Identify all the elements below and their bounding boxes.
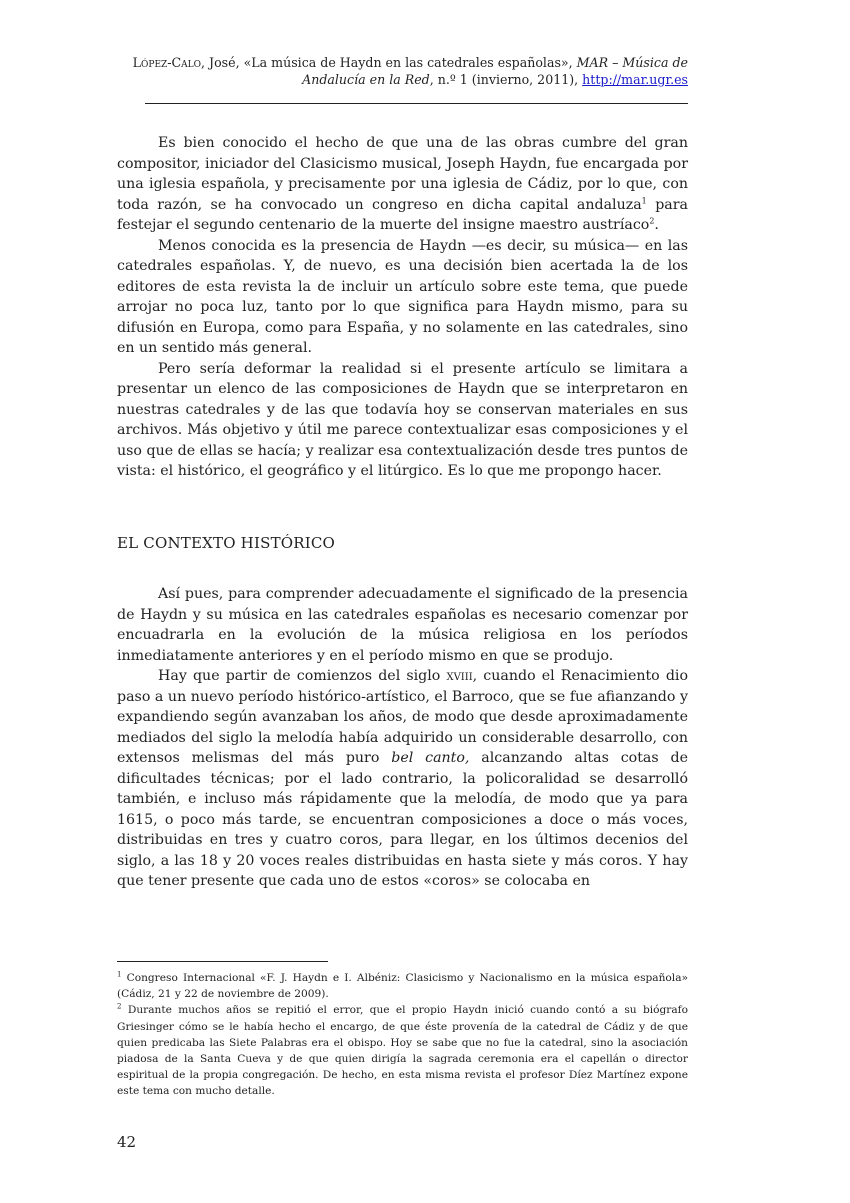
footnote-number: 1 (117, 970, 122, 979)
footnote-number: 2 (117, 1002, 122, 1011)
footnote-text: Congreso Internacional «F. J. Haydn e I. Albéniz: Clasicismo y Nacionalismo en la música española» (Cádiz, 21 y 22 de noviembre de 2009). (117, 972, 688, 1001)
historical-context-section (117, 584, 688, 892)
paragraph-text: , cuando el Renacimiento dio paso a un nuevo período histórico-artístico, el Barroco, que se fue afianzando y expandiendo según avanzaban los años, de modo que desde aproximadamente mediados del siglo la melodía había adquirido un considerable desarrollo, con extensos melismas del más puro (117, 668, 689, 766)
header-rule (145, 103, 688, 104)
header-citation: , José, «La música de Haydn en las catedrales españolas», (201, 55, 577, 70)
italic-term: bel canto, (391, 750, 470, 766)
paragraph (117, 133, 688, 236)
header-issue: , n.º 1 (invierno, 2011), (429, 72, 583, 87)
intro-section (117, 133, 688, 482)
footnote (117, 1002, 688, 1099)
header-journal: MAR – Música de Andalucía en la Red (302, 55, 688, 87)
footnote-text: Durante muchos años se repitió el error, que el propio Haydn inició cuando contó a su biógrafo Griesinger cómo se le había hecho el encargo, de que éste provenía de la catedral de Cádiz y de que quien predicaba las Siete Palabras era el obispo. Hoy se sabe que no fue la catedral, sino la asociación piadosa de la Santa Cueva y de que quien dirigía la sagrada ceremonia era el capellán o director espiritual de la propia congregación. De hecho, en esta misma revista el profesor Díez Martínez expone este tema con mucho detalle. (117, 1004, 688, 1098)
footnotes (117, 970, 688, 1100)
paragraph: Pero sería deformar la realidad si el presente artículo se limitara a presentar un elenco de las composiciones de Haydn que se interpretaron en nuestras catedrales y de las que todavía hoy se conservan materiales en sus archivos. Más objetivo y útil me parece contextualizar esas composiciones y el uso que de ellas se hacía; y realizar esa contextualización desde tres puntos de vista: el histórico, el geográfico y el litúrgico. Es lo que me propongo hacer. (117, 360, 688, 479)
paragraph-text: . (654, 217, 659, 233)
running-header (128, 54, 688, 88)
section-heading: EL CONTEXTO HISTÓRICO (117, 534, 336, 552)
paragraph-text: Hay que partir de comienzos del siglo (158, 668, 447, 684)
footnote-ref[interactable]: 1 (641, 195, 647, 205)
footnote (117, 970, 688, 1002)
footnote-rule (117, 961, 328, 962)
century-smallcaps: xviii (446, 668, 473, 684)
paragraph-text: para festejar el segundo centenario de la muerte del insigne maestro austríaco (117, 196, 688, 233)
page-number: 42 (117, 1133, 137, 1151)
paragraph (117, 666, 688, 892)
paragraph: Así pues, para comprender adecuadamente el significado de la presencia de Haydn y su música en las catedrales españolas es necesario comenzar por encuadrarla en la evolución de la música religiosa en los períodos inmediatamente anteriores y en el período mismo en que se produjo. (117, 586, 688, 664)
header-url-link[interactable]: http://mar.ugr.es (582, 72, 688, 87)
footnote-ref[interactable]: 2 (649, 216, 655, 226)
paragraph: Menos conocida es la presencia de Haydn —es decir, su música— en las catedrales españolas. Y, de nuevo, es una decisión bien acertada la de los editores de esta revista la de incluir un artículo sobre este tema, que puede arrojar no poca luz, tanto por lo que significa para Haydn mismo, para su difusión en Europa, como para España, y no solamente en las catedrales, sino en un sentido más general. (117, 237, 688, 356)
paragraph-text: Es bien conocido el hecho de que una de las obras cumbre del gran compositor, iniciador del Clasicismo musical, Joseph Haydn, fue encargada por una iglesia española, y precisamente por una iglesia de Cádiz, por lo que, con toda razón, se ha convocado un congreso en dicha capital andaluza (117, 135, 688, 213)
paragraph-text: alcanzando altas cotas de dificultades técnicas; por el lado contrario, la policoralidad se desarrolló también, e incluso más rápidamente que la melodía, de modo que ya para 1615, o poco más tarde, se encuentran composiciones a doce o más voces, distribuidas en tres y cuatro coros, para llegar, en los últimos decenios del siglo, a las 18 y 20 voces reales distribuidas en hasta siete y más coros. Y hay que tener presente que cada uno de estos «coros» se colocaba en (117, 750, 688, 889)
header-author: López-Calo (132, 55, 202, 70)
